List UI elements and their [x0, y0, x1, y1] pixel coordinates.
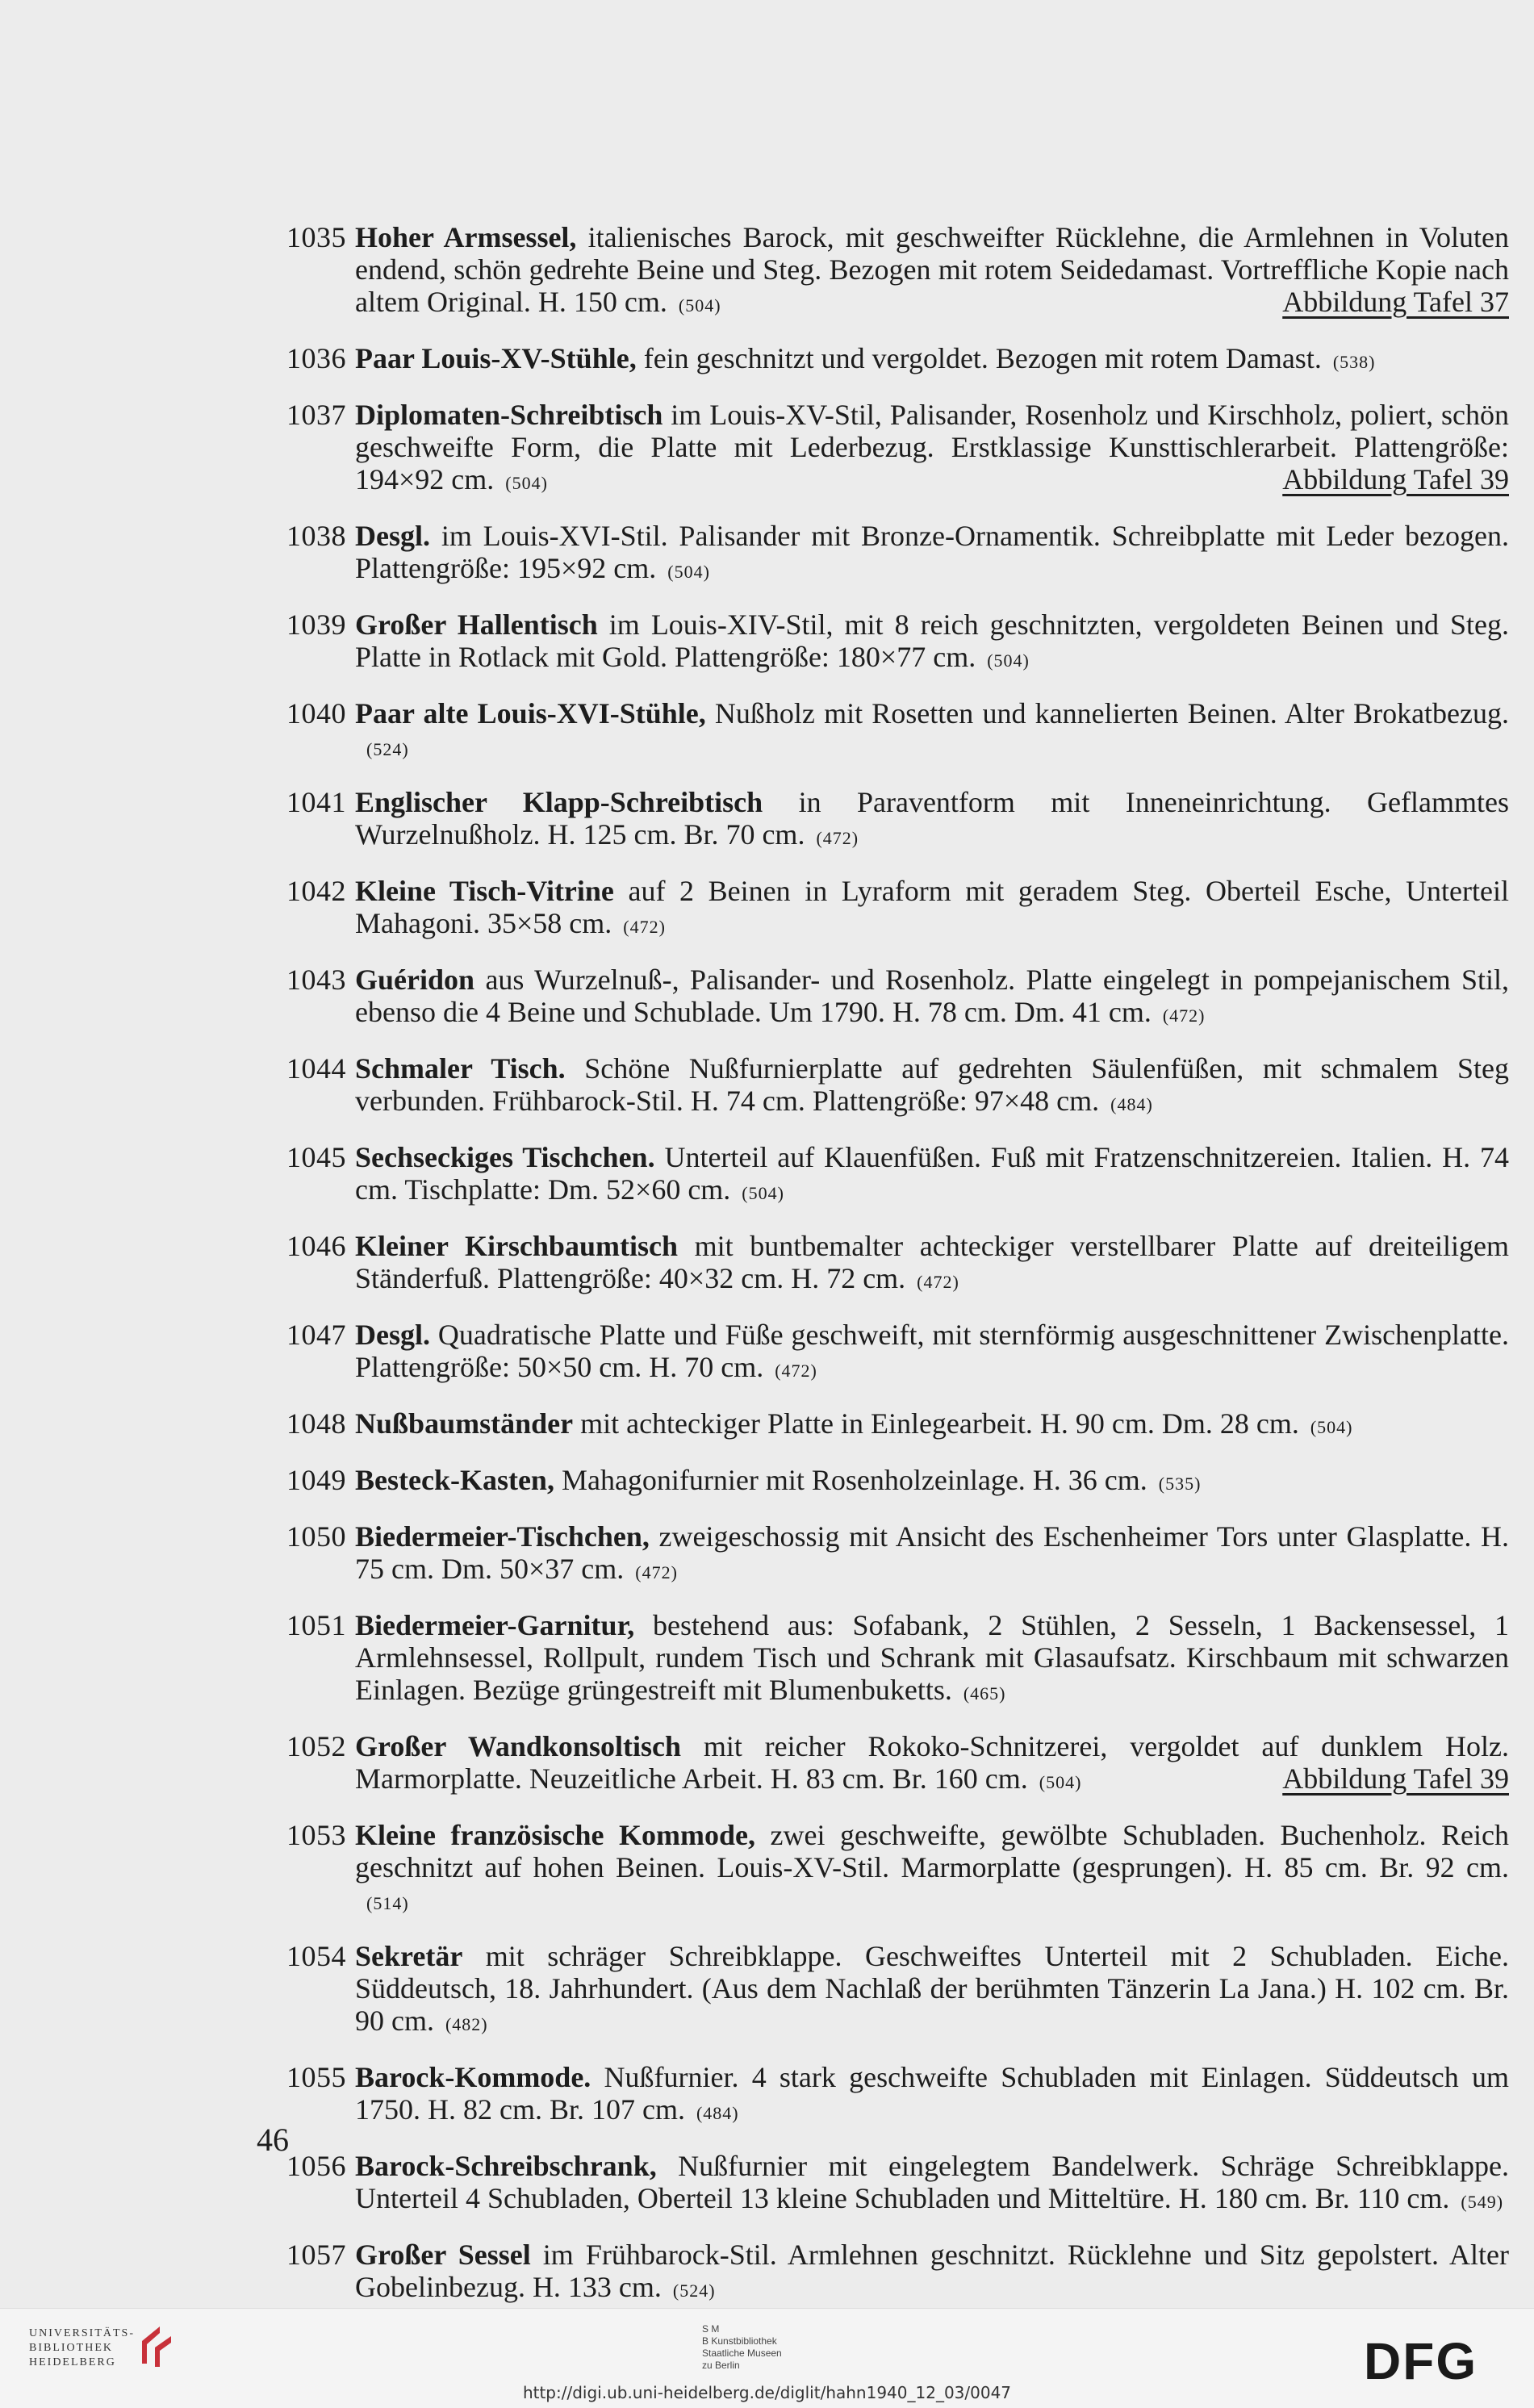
catalog-entry — [286, 1052, 1509, 1121]
entry-number: 1055 — [286, 2061, 346, 2093]
entry-code: (504) — [678, 295, 721, 316]
entry-title: Schmaler Tisch. — [355, 1052, 566, 1085]
entry-title: Kleine französische Kommode, — [355, 1819, 756, 1851]
entry-title: Sekretär — [355, 1940, 463, 1972]
entry-code: (504) — [667, 562, 710, 582]
entry-code: (549) — [1461, 2192, 1504, 2212]
entry-title: Barock-Kommode. — [355, 2061, 591, 2093]
entry-number: 1046 — [286, 1230, 346, 1262]
entry-number: 1040 — [286, 697, 346, 730]
entry-plate-reference: Abbildung Tafel 39 — [1282, 463, 1509, 495]
page-number: 46 — [257, 2122, 289, 2158]
entry-title: Kleiner Kirschbaumtisch — [355, 1230, 678, 1262]
entry-number: 1056 — [286, 2150, 346, 2182]
entry-code: (535) — [1158, 1474, 1202, 1494]
entry-title: Besteck-Kasten, — [355, 1464, 554, 1496]
entry-description: zwei geschweifte, gewölbte Schubladen. Buchenholz. Reich geschnitzt auf hohen Beinen. Louis-XV-Stil. Marmorplatte (gesprungen). H. 85 cm. Br. 92 cm. — [355, 1819, 1509, 1883]
catalog-entry — [286, 786, 1509, 855]
entry-number: 1039 — [286, 608, 346, 641]
entry-title: Sechseckiges Tischchen. — [355, 1141, 655, 1173]
entry-number: 1048 — [286, 1407, 346, 1440]
entry-code: (472) — [635, 1562, 678, 1582]
entry-number: 1036 — [286, 342, 346, 374]
entry-number: 1050 — [286, 1520, 346, 1553]
entry-description: aus Wurzelnuß-, Palisander- und Rosenholz. Platte eingelegt in pompejanischem Stil, ebenso die 4 Beine und Schublade. Um 1790. H. 78 cm. Dm. 41 cm. — [355, 964, 1509, 1028]
smb-line-2: B Kunstbibliothek — [702, 2335, 777, 2347]
entry-code: (504) — [1039, 1772, 1082, 1792]
entry-code: (472) — [1162, 1005, 1206, 1026]
entry-code: (484) — [696, 2103, 739, 2123]
catalog-entry — [286, 342, 1509, 378]
entry-description: mit reicher Rokoko-Schnitzerei, vergoldet auf dunklem Holz. Marmorplatte. Neuzeitliche Arbeit. H. 83 cm. Br. 160 cm. — [355, 1730, 1509, 1795]
entry-number: 1047 — [286, 1319, 346, 1351]
entry-description: fein geschnitzt und vergoldet. Bezogen mit rotem Damast. — [636, 342, 1322, 374]
entry-plate-reference: Abbildung Tafel 39 — [1282, 1762, 1509, 1795]
entry-code: (472) — [775, 1361, 817, 1381]
entry-description: auf 2 Beinen in Lyraform mit geradem Steg. Oberteil Esche, Unterteil Mahagoni. 35×58 cm. — [355, 875, 1510, 939]
entry-title: Hoher Armsessel, — [355, 221, 577, 253]
entry-code: (504) — [1310, 1417, 1353, 1437]
entry-code: (524) — [672, 2280, 716, 2301]
entry-description: im Frühbarock-Stil. Armlehnen geschnitzt. Rücklehne und Sitz gepolstert. Alter Gobelinbezug. H. 133 cm. — [355, 2239, 1509, 2303]
catalog-entry — [286, 608, 1509, 677]
university-library-label — [29, 2326, 135, 2370]
entry-code: (524) — [366, 739, 409, 759]
entry-description: im Louis-XV-Stil, Palisander, Rosenholz und Kirschholz, poliert, schön geschweifte Form, die Platte mit Lederbezug. Erstklassige Kunsttischlerarbeit. Plattengröße: 194×92 cm. — [355, 399, 1509, 495]
catalog-entry — [286, 1819, 1509, 1920]
catalog-entry — [286, 1141, 1509, 1210]
catalog-entry — [286, 2150, 1509, 2218]
entry-title: Diplomaten-Schreibtisch — [355, 399, 663, 431]
entry-title: Englischer Klapp-Schreibtisch — [355, 786, 763, 818]
entry-number: 1053 — [286, 1819, 346, 1851]
catalog-entry — [286, 1730, 1509, 1799]
entry-number: 1051 — [286, 1609, 346, 1641]
entry-description: mit buntbemalter achteckiger verstellbarer Platte auf dreiteiligem Ständerfuß. Plattengröße: 40×32 cm. H. 72 cm. — [355, 1230, 1509, 1294]
uni-line-2: BIBLIOTHEK — [29, 2342, 113, 2354]
digitization-footer — [0, 2308, 1534, 2408]
entry-number: 1043 — [286, 964, 346, 996]
entry-description: Nußfurnier. 4 stark geschweifte Schubladen mit Einlagen. Süddeutsch um 1750. H. 82 cm. Br. 107 cm. — [355, 2061, 1509, 2126]
catalog-entry — [286, 1230, 1509, 1298]
catalog-entry — [286, 520, 1509, 588]
entry-title: Biedermeier-Tischchen, — [355, 1520, 650, 1553]
entry-code: (472) — [623, 917, 666, 937]
entry-title: Guéridon — [355, 964, 475, 996]
entry-description: mit achteckiger Platte in Einlegearbeit. H. 90 cm. Dm. 28 cm. — [573, 1407, 1299, 1440]
catalog-entries — [286, 221, 1509, 2327]
catalog-entry — [286, 1609, 1509, 1710]
catalog-entry — [286, 221, 1509, 322]
catalog-entry — [286, 964, 1509, 1032]
entry-code: (484) — [1110, 1094, 1153, 1114]
entry-number: 1052 — [286, 1730, 346, 1762]
catalog-entry — [286, 399, 1509, 500]
entry-number: 1057 — [286, 2239, 346, 2271]
entry-title: Kleine Tisch-Vitrine — [355, 875, 614, 907]
entry-code: (514) — [366, 1893, 409, 1913]
catalog-entry — [286, 2239, 1509, 2307]
entry-description: italienisches Barock, mit geschweifter Rücklehne, die Armlehnen in Voluten endend, schön gedrehte Beine und Steg. Bezogen mit rotem Seidedamast. Vortreffliche Kopie nach altem Original. H. 150 cm. — [355, 221, 1510, 318]
uni-line-1: UNIVERSITÄTS- — [29, 2327, 135, 2339]
source-url[interactable]: http://digi.ub.uni-heidelberg.de/diglit/hahn1940_12_03/0047 — [522, 2383, 1012, 2402]
entry-description: Unterteil auf Klauenfüßen. Fuß mit Fratzenschnitzereien. Italien. H. 74 cm. Tischplatte: Dm. 52×60 cm. — [355, 1141, 1510, 1206]
university-logo-icon — [136, 2323, 176, 2368]
entry-code: (465) — [963, 1683, 1006, 1704]
dfg-logo: DFG — [1364, 2332, 1478, 2390]
entry-code: (504) — [505, 473, 548, 493]
uni-line-3: HEIDELBERG — [29, 2356, 116, 2368]
entry-number: 1038 — [286, 520, 346, 552]
entry-description: im Louis-XIV-Stil, mit 8 reich geschnitzten, vergoldeten Beinen und Steg. Platte in Rotlack mit Gold. Plattengröße: 180×77 cm. — [355, 608, 1509, 673]
entry-description: zweigeschossig mit Ansicht des Eschenheimer Tors unter Glasplatte. H. 75 cm. Dm. 50×37 cm. — [355, 1520, 1509, 1585]
entry-description: Nußholz mit Rosetten und kannelierten Beinen. Alter Brokatbezug. — [705, 697, 1509, 730]
entry-number: 1054 — [286, 1940, 346, 1972]
entry-title: Großer Hallentisch — [355, 608, 598, 641]
smb-line-3: Staatliche Museen — [702, 2347, 782, 2359]
smb-line-1: S M — [702, 2323, 720, 2335]
entry-code: (482) — [445, 2014, 488, 2034]
catalog-entry — [286, 875, 1509, 943]
entry-title: Barock-Schreibschrank, — [355, 2150, 657, 2182]
catalog-entry — [286, 1520, 1509, 1589]
entry-title: Nußbaumständer — [355, 1407, 574, 1440]
entry-title: Desgl. — [355, 520, 430, 552]
smb-line-4: zu Berlin — [702, 2360, 740, 2371]
entry-plate-reference: Abbildung Tafel 37 — [1282, 286, 1509, 318]
entry-description: Schöne Nußfurnierplatte auf gedrehten Säulenfüßen, mit schmalem Steg verbunden. Frühbarock-Stil. H. 74 cm. Plattengröße: 97×48 cm. — [355, 1052, 1510, 1117]
entry-code: (504) — [742, 1183, 784, 1203]
entry-description: bestehend aus: Sofabank, 2 Stühlen, 2 Sesseln, 1 Backensessel, 1 Armlehnsessel, Rollpult, rundem Tisch und Schrank mit Glasaufsatz. Kirschbaum mit schwarzen Einlagen. Bezüge grüngestreift mit Blumenbuketts. — [355, 1609, 1509, 1706]
entry-code: (472) — [917, 1272, 959, 1292]
entry-code: (472) — [816, 828, 859, 848]
entry-title: Großer Wandkonsoltisch — [355, 1730, 681, 1762]
entry-title: Großer Sessel — [355, 2239, 531, 2271]
entry-code: (538) — [1332, 352, 1376, 372]
catalog-entry — [286, 1940, 1509, 2041]
catalog-entry — [286, 2061, 1509, 2130]
catalog-entry — [286, 1319, 1509, 1387]
entry-title: Paar alte Louis-XVI-Stühle, — [355, 697, 706, 730]
entry-description: im Louis-XVI-Stil. Palisander mit Bronze-Ornamentik. Schreibplatte mit Leder bezogen. Plattengröße: 195×92 cm. — [355, 520, 1509, 584]
entry-description: Quadratische Platte und Füße geschweift, mit sternförmig ausgeschnittener Zwischenplatte. Plattengröße: 50×50 cm. H. 70 cm. — [355, 1319, 1509, 1383]
catalog-entry — [286, 1407, 1509, 1444]
entry-description: Mahagonifurnier mit Rosenholzeinlage. H. 36 cm. — [554, 1464, 1147, 1496]
entry-number: 1049 — [286, 1464, 346, 1496]
entry-number: 1042 — [286, 875, 346, 907]
entry-description: in Paraventform mit Inneneinrichtung. Geflammtes Wurzelnußholz. H. 125 cm. Br. 70 cm. — [355, 786, 1509, 851]
entry-title: Desgl. — [355, 1319, 430, 1351]
smb-label — [702, 2323, 782, 2372]
entry-title: Biedermeier-Garnitur, — [355, 1609, 635, 1641]
entry-number: 1045 — [286, 1141, 346, 1173]
catalog-entry — [286, 697, 1509, 766]
entry-number: 1035 — [286, 221, 346, 253]
catalog-entry — [286, 1464, 1509, 1500]
entry-title: Paar Louis-XV-Stühle, — [355, 342, 637, 374]
entry-number: 1041 — [286, 786, 346, 818]
entry-number: 1037 — [286, 399, 346, 431]
entry-description: mit schräger Schreibklappe. Geschweiftes Unterteil mit 2 Schubladen. Eiche. Süddeutsch, 18. Jahrhundert. (Aus dem Nachlaß der berühmten Tänzerin La Jana.) H. 102 cm. Br. 90 cm. — [355, 1940, 1509, 2037]
entry-description: Nußfurnier mit eingelegtem Bandelwerk. Schräge Schreibklappe. Unterteil 4 Schubladen, Oberteil 13 kleine Schubladen und Mitteltüre. H. 180 cm. Br. 110 cm. — [355, 2150, 1509, 2214]
entry-number: 1044 — [286, 1052, 346, 1085]
entry-code: (504) — [987, 650, 1030, 671]
